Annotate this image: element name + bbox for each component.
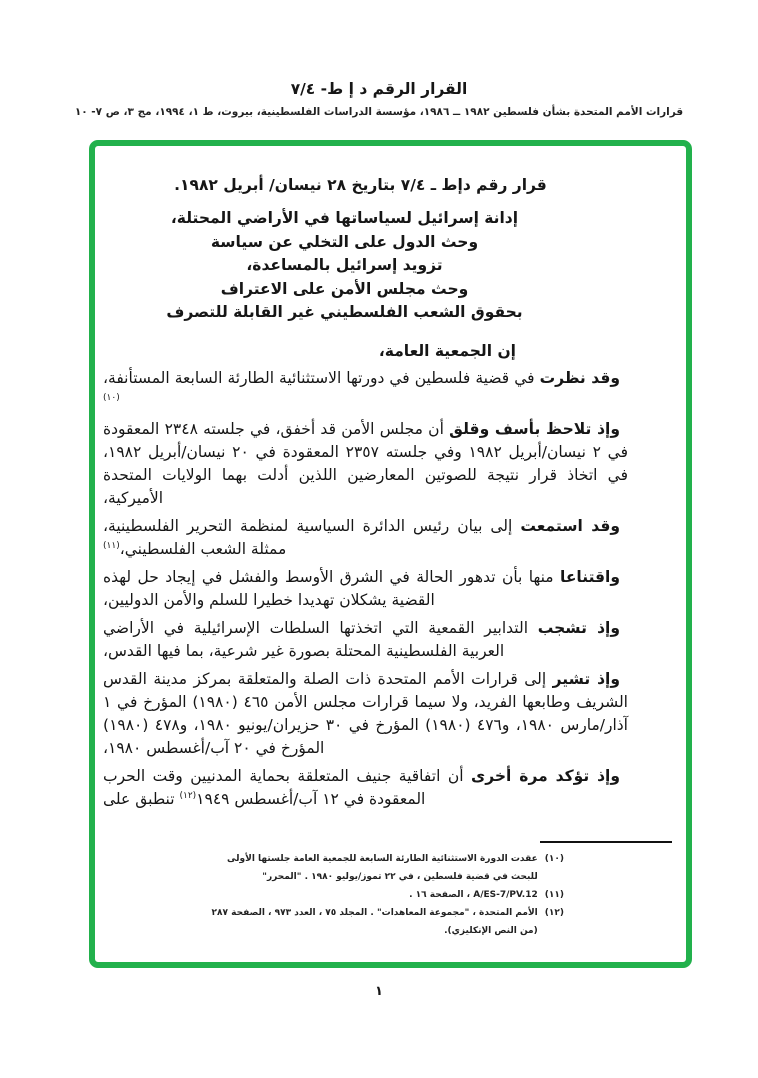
page-number: ١ xyxy=(375,984,383,999)
resolution-title-line: وحث مجلس الأمن على الاعتراف xyxy=(220,279,469,298)
resolution-paragraph xyxy=(103,515,628,561)
resolution-paragraph xyxy=(103,367,628,413)
footnote-separator xyxy=(540,841,672,843)
resolution-paragraph xyxy=(103,668,628,760)
resolution-paragraph xyxy=(103,617,628,663)
paragraph-lead: وإذ تؤكد مرة أخرى xyxy=(471,766,621,785)
resolution-title-line: تزويد إسرائيل بالمساعدة، xyxy=(246,256,443,274)
document-source-line: قرارات الأمم المتحدة بشأن فلسطين ١٩٨٢ ــ ١٩٨٦، مؤسسة الدراسات الفلسطينية، بيروت، ط ١، ١٩٩٤، مج ٣، ص ٧- ١٠ xyxy=(74,106,684,118)
resolution-paragraph xyxy=(103,418,628,510)
assembly-line: إن الجمعية العامة، xyxy=(378,341,516,360)
footnote-number: (١٢) xyxy=(544,908,564,918)
footnote-marker: (١٢) xyxy=(179,790,197,801)
footnote-text: الأمم المتحدة ، "مجموعة المعاهدات" . المجلد ٧٥ ، العدد ٩٧٣ ، الصفحة ٢٨٧ (من النص الإنكليزي). xyxy=(211,908,538,936)
resolution-paragraph xyxy=(103,765,628,811)
paragraph-lead: وإذ تلاحظ بأسف وقلق xyxy=(449,419,620,438)
paragraph-lead: وقد نظرت xyxy=(539,368,620,387)
footnotes-list xyxy=(206,850,564,940)
footnote-item xyxy=(206,904,564,940)
paragraph-text: منها بأن تدهور الحالة في الشرق الأوسط والفشل في إيجاد حل لهذه القضية يشكلان تهديدا خطيرا للسلم والأمن الدوليين، xyxy=(103,567,561,609)
resolution-title-block xyxy=(95,207,594,325)
document-title: القرار الرقم د إ ط- ٧/٤ xyxy=(290,80,468,98)
resolution-body xyxy=(95,342,686,811)
footnote-item xyxy=(206,886,564,904)
resolution-paragraph xyxy=(103,566,628,612)
highlight-box xyxy=(89,140,692,968)
footnote-number: (١٠) xyxy=(544,854,564,864)
paragraph-lead: وقد استمعت xyxy=(520,516,620,535)
resolution-paragraphs xyxy=(103,367,628,811)
footnote-area xyxy=(95,837,686,940)
paragraph-lead: وإذ تشجب xyxy=(537,618,620,637)
resolution-title-line: إدانة إسرائيل لسياساتها في الأراضي المحتلة، xyxy=(170,209,519,227)
paragraph-text: أن اتفاقية جنيف المتعلقة بحماية المدنيين وقت الحرب المعقودة في ١٢ آب/أغسطس ١٩٤٩ xyxy=(103,766,472,808)
resolution-heading: قرار رقم دإط ـ ٧/٤ بتاريخ ٢٨ نيسان/ أبريل ١٩٨٢. xyxy=(174,176,547,194)
footnote-text: عقدت الدورة الاستثنائية الطارئة السابعة للجمعية العامة جلستها الأولى للبحث في قضية فلسطين ، في ٢٢ تموز/يوليو ١٩٨٠ . "المحرر" xyxy=(227,854,538,882)
paragraph-lead: وإذ تشير xyxy=(552,669,620,688)
paragraph-text: التدابير القمعية التي اتخذتها السلطات الإسرائيلية في الأراضي العربية الفلسطينية المحتلة بصورة غير شرعية، بما فيها القدس، xyxy=(103,618,538,660)
paragraph-text: إلى قرارات الأمم المتحدة ذات الصلة والمتعلقة بمركز مدينة القدس الشريف وطابعها الفريد، ولا سيما قرارات مجلس الأمن ٤٦٥ (١٩٨٠) المؤرخ في ١ آذار/مارس ١٩٨٠، و٤٧٦ (١٩٨٠) المؤرخ في ٣٠ حزيران/يونيو ١٩٨٠، و٤٧٨ (١٩٨٠) المؤرخ في ٢٠ آب/أغسطس ١٩٨٠، xyxy=(103,669,628,757)
paragraph-lead: واقتناعا xyxy=(560,567,620,586)
footnote-marker: (١٠) xyxy=(103,392,120,403)
paragraph-text: في قضية فلسطين في دورتها الاستثنائية الطارئة السابعة المستأنفة، xyxy=(103,368,540,387)
paragraph-text: تنطبق على xyxy=(103,789,180,808)
resolution-title-line: وحث الدول على التخلي عن سياسة xyxy=(210,232,479,251)
footnote-number: (١١) xyxy=(544,890,564,900)
paragraph-text: إلى بيان رئيس الدائرة السياسية لمنظمة التحرير الفلسطينية، ممثلة الشعب الفلسطيني، xyxy=(103,516,521,558)
footnote-text: A/ES-7/PV.12 ، الصفحة ١٦ . xyxy=(409,890,538,900)
paragraph-text: أن مجلس الأمن قد أخفق، في جلسته ٢٣٤٨ المعقودة في ٢ نيسان/أبريل ١٩٨٢ وفي جلسته ٢٣٥٧ المعقودة في ٢٠ نيسان/أبريل ١٩٨٢، في اتخاذ قرار نتيجة للصوتين المعارضين اللذين أدلت بهما الولايات المتحدة الأميركية، xyxy=(103,419,629,507)
footnote-marker: (١١) xyxy=(103,540,120,551)
footnote-item xyxy=(206,850,564,886)
resolution-title-line: بحقوق الشعب الفلسطيني غير القابلة للتصرف xyxy=(166,303,523,321)
